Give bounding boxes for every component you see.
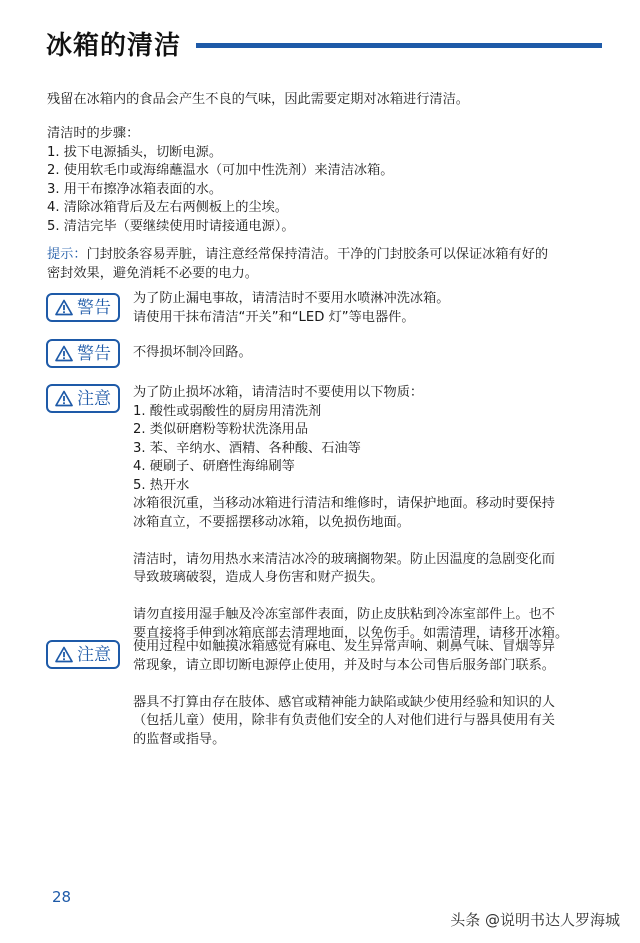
warning-line: 请使用干抹布清洁“开关”和“LED 灯”等电器件。 [133,309,415,325]
caution-item: 2. 类似研磨粉等粉状洗涤用品 [133,422,309,437]
step-item: 4. 清除冰箱背后及左右两侧板上的尘埃。 [47,200,288,215]
caution-badge [46,384,120,413]
caution-paragraph: 器具不打算由存在肢体、感官或精神能力缺陷或缺少使用经验和知识的人 [133,694,555,710]
caution-paragraph: 导致玻璃破裂，造成人身伤害和财产损失。 [133,570,384,585]
warning-triangle-icon [55,390,73,407]
warning-line: 为了防止漏电事故，请清洁时不要用水喷淋冲洗冰箱。 [133,291,450,306]
caution-badge [46,640,120,669]
caution-text-block [133,384,603,643]
warning-badge-label: 警告 [77,343,111,364]
steps-section [47,125,607,236]
hint-text: 门封胶条容易弄脏，请注意经常保持清洁。干净的门封胶条可以保证冰箱有好的 [86,247,549,262]
intro-text: 残留在冰箱内的食品会产生不良的气味，因此需要定期对冰箱进行清洁。 [47,92,469,107]
hint-section [47,246,607,283]
caution-intro: 为了防止损坏冰箱，请清洁时不要使用以下物质： [133,385,424,400]
caution-paragraph: 请勿直接用湿手触及冷冻室部件表面，防止皮肤粘到冷冻室部件上。也不 [133,607,555,622]
step-item: 5. 清洁完毕（要继续使用时请接通电源）。 [47,218,295,234]
page-title: 冰箱的清洁 [46,31,182,61]
caution-paragraph: 清洁时，请勿用热水来清洁冰冷的玻璃搁物架。防止因温度的急剧变化而 [133,551,555,567]
page-number: 28 [52,888,72,906]
caution-item: 4. 硬刷子、研磨性海绵刷等 [133,459,295,474]
watermark-text: 头条 @说明书达人罗海城 [450,911,620,929]
caution-paragraph: 的监督或指导。 [133,731,226,747]
caution-item: 3. 苯、辛纳水、酒精、各种酸、石油等 [133,440,361,456]
caution-paragraph: 常现象，请立即切断电源停止使用，并及时与本公司售后服务部门联系。 [133,657,555,673]
warning-triangle-icon [55,345,73,362]
caution-text-block [133,638,603,749]
warning-badge [46,293,120,322]
hint-text: 密封效果，避免消耗不必要的电力。 [47,265,258,281]
caution-badge-label: 注意 [77,388,111,409]
step-item: 3. 用干布擦净冰箱表面的水。 [47,181,223,197]
caution-paragraph: 要直接将手伸到冰箱底部去清理地面，以免伤手。如需清理，请移开冰箱。 [133,625,569,641]
caution-paragraph: 使用过程中如触摸冰箱感觉有麻电、发生异常声响、刺鼻气味、冒烟等异 [133,639,555,654]
steps-heading: 清洁时的步骤： [47,126,140,141]
warning-text-block [133,290,603,327]
caution-paragraph: 冰箱直立，不要摇摆移动冰箱，以免损伤地面。 [133,514,410,530]
title-row [46,28,602,64]
caution-item: 5. 热开水 [133,477,190,493]
caution-badge-label: 注意 [77,644,111,665]
step-item: 2. 使用软毛巾或海绵蘸温水（可加中性洗剂）来清洁冰箱。 [47,163,394,178]
caution-item: 1. 酸性或弱酸性的厨房用清洗剂 [133,403,322,419]
step-item: 1. 拔下电源插头，切断电源。 [47,144,223,160]
title-rule [196,43,602,48]
warning-triangle-icon [55,646,73,663]
caution-paragraph: （包括儿童）使用，除非有负责他们安全的人对他们进行与器具使用有关 [133,713,555,728]
warning-badge [46,339,120,368]
hint-label: 提示： [47,247,87,262]
warning-badge-label: 警告 [77,297,111,318]
caution-paragraph: 冰箱很沉重，当移动冰箱进行清洁和维修时，请保护地面。移动时要保持 [133,496,555,511]
warning-text-block [133,344,603,363]
warning-line: 不得损坏制冷回路。 [133,345,252,360]
warning-triangle-icon [55,299,73,316]
